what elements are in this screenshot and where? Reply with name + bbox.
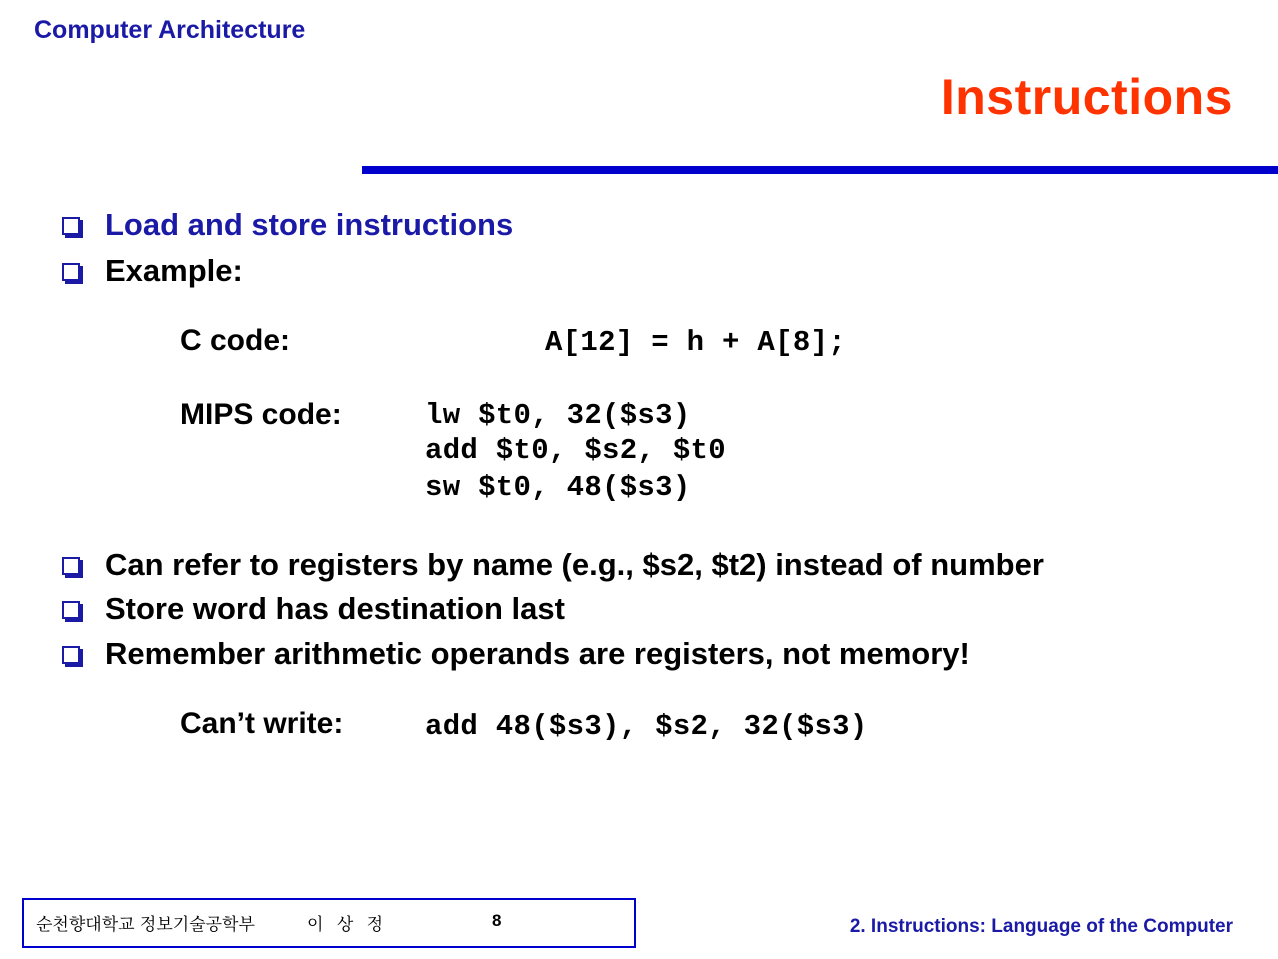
course-title: Computer Architecture	[34, 16, 306, 44]
footer-school: 순천향대학교 정보기술공학부	[36, 915, 255, 935]
c-code: A[12] = h + A[8];	[545, 326, 846, 359]
mips-line-3: sw $t0, 48($s3)	[425, 471, 691, 504]
bullet-text: Load and store instructions	[105, 207, 514, 242]
square-bullet-icon	[62, 646, 80, 664]
square-bullet-icon	[62, 557, 80, 575]
page-number: 8	[492, 911, 502, 930]
square-bullet-icon	[62, 263, 80, 281]
square-bullet-icon	[62, 601, 80, 619]
footer-author: 이 상 정	[307, 915, 388, 935]
bullet-register-names	[62, 547, 1044, 583]
footer-chapter: 2. Instructions: Language of the Computer	[849, 916, 1233, 937]
mips-line-1: lw $t0, 32($s3)	[425, 399, 691, 432]
slide-title: Instructions	[940, 69, 1233, 125]
bullet-text: Remember arithmetic operands are registers, not memory!	[105, 636, 970, 671]
bullet-text: Can refer to registers by name (e.g., $s2, $t2) instead of number	[105, 547, 1044, 582]
square-bullet-icon	[62, 217, 80, 235]
bullet-text: Example:	[105, 253, 243, 288]
bullet-store-word	[62, 591, 565, 627]
mips-line-2: add $t0, $s2, $t0	[425, 434, 726, 467]
bullet-load-store	[62, 207, 513, 243]
bullet-arithmetic-operands	[62, 636, 970, 672]
title-divider	[362, 166, 1278, 174]
cant-write-label: Can’t write:	[180, 707, 344, 740]
mips-code-label: MIPS code:	[180, 398, 342, 431]
cant-write-code: add 48($s3), $s2, 32($s3)	[425, 710, 868, 743]
bullet-example	[62, 253, 243, 289]
c-code-label: C code:	[180, 324, 291, 357]
bullet-text: Store word has destination last	[105, 591, 565, 626]
